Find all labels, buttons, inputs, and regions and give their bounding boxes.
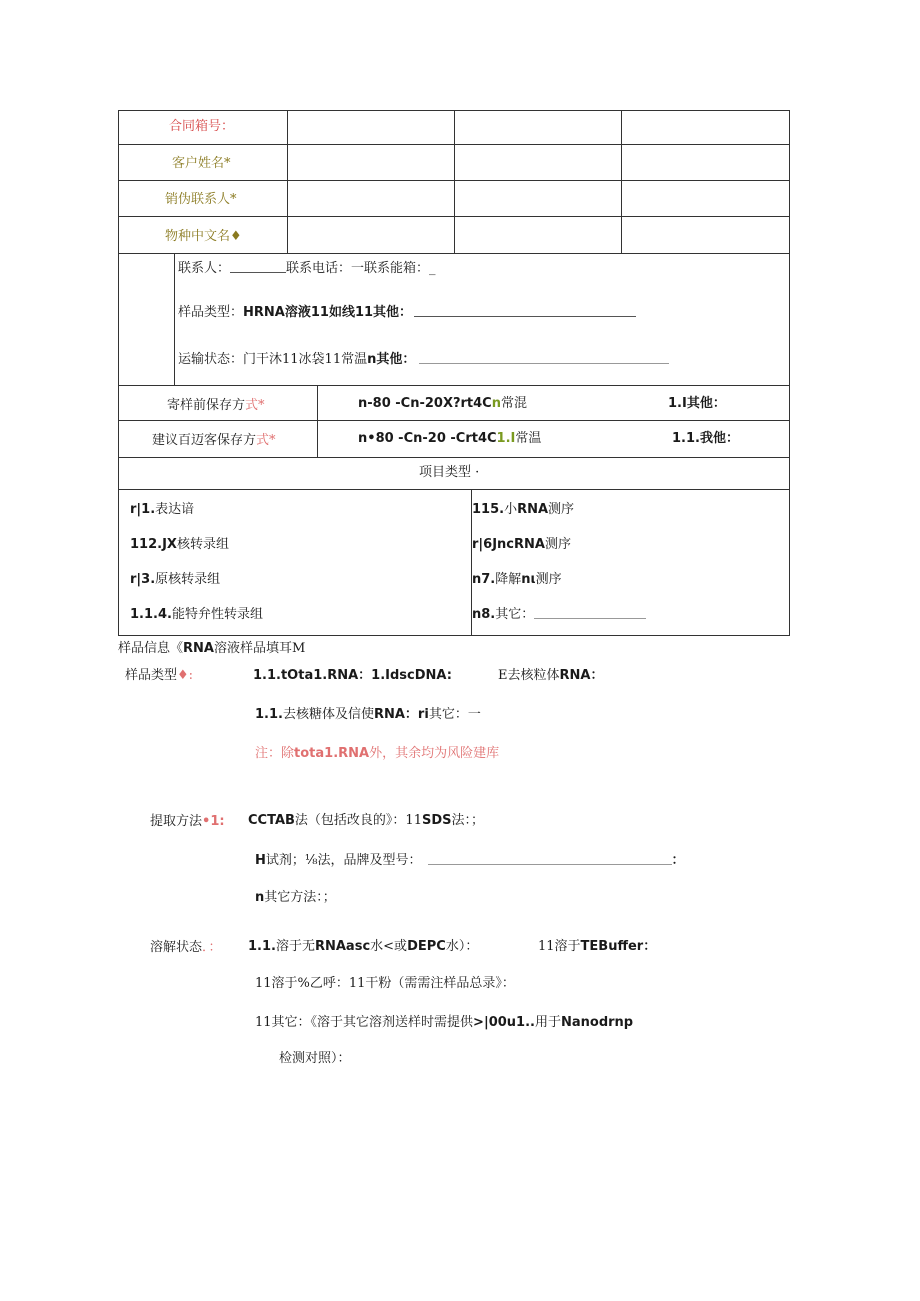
project-option[interactable]: r|1.表达谙 <box>130 502 195 517</box>
extraction-option-row1[interactable]: CCTAB法（包括改良的》：11SDS法：； <box>248 813 485 828</box>
species-name-label: 物种中文名♦ <box>165 229 242 244</box>
contact-person-label: 联系人： <box>178 261 231 276</box>
storage-suggest-options[interactable]: n•80 -Cn-20 -Crt4C1.I常温 <box>358 431 542 446</box>
project-option[interactable]: n7.降解nι测序 <box>472 572 562 587</box>
transport-other-field[interactable] <box>419 351 669 364</box>
project-option[interactable]: r|6JncRNA测序 <box>472 537 571 552</box>
storage-before-label: 寄样前保存方式* <box>167 398 265 413</box>
contract-number-label: 合同箱号： <box>169 119 235 134</box>
customer-name-label: 客户姓名* <box>172 156 231 171</box>
sales-contact-label: 销伪联系人* <box>165 192 237 207</box>
sample-kind-option-row1[interactable]: 1.1.tOta1.RNA：1.IdscDNA: <box>253 668 452 683</box>
transport-other[interactable]: n其他： <box>367 352 416 367</box>
contact-line <box>178 257 436 276</box>
project-type-header: 项目类型 · <box>419 465 480 480</box>
dissolve-label: 溶解状态．： <box>150 940 222 955</box>
sample-type-options[interactable]: HRNA溶液11如线11其他： <box>243 305 413 320</box>
dissolve-option-row3[interactable]: 11其它：《溶于其它溶剂送样时需提供>|00u1..用于Nanodrnp <box>255 1015 634 1030</box>
sample-kind-option-row2[interactable]: 1.1.去核糖体及信使RNA：ri其它：一 <box>255 707 481 722</box>
extraction-option-row2[interactable]: H试剂；⅛法，品牌及型号： ： <box>255 853 685 868</box>
project-option[interactable]: r|3.原核转录组 <box>130 572 221 587</box>
storage-suggest-label: 建议百迈客保存方式* <box>152 433 276 448</box>
dissolve-option-row2[interactable]: 11溶于%乙呼：11干粉（需需注样品总录》： <box>255 976 515 991</box>
project-option[interactable]: n8.其它： <box>472 603 646 622</box>
reagent-brand-field[interactable] <box>428 852 672 865</box>
sample-type-label: 样品类型： <box>178 305 244 320</box>
sample-info-heading: 样品信息《RNA溶液样品填耳M <box>118 641 306 656</box>
project-option[interactable]: 115.小RNA测序 <box>472 502 575 517</box>
dissolve-option-row1[interactable]: 1.1.溶于无RNAasc水<或DEPC水）： <box>248 939 479 954</box>
dissolve-option-row4: 检测对照）： <box>279 1051 351 1066</box>
sample-type-other-field[interactable] <box>414 304 636 317</box>
sample-kind-option-ribosome[interactable]: E去核粒体RNA： <box>498 668 604 683</box>
sample-kind-label: 样品类型♦: <box>125 668 194 683</box>
extraction-label: 提取方法•1: <box>150 814 225 829</box>
storage-before-other[interactable]: 1.I其他： <box>668 396 726 411</box>
storage-suggest-other[interactable]: 1.1.我他： <box>672 431 739 446</box>
project-option[interactable]: 112.JX核转录组 <box>130 537 229 552</box>
transport-line <box>178 348 669 367</box>
risk-note: 注：除tota1.RNA外，其余均为风险建库 <box>255 746 500 761</box>
contact-person-field[interactable] <box>230 260 286 273</box>
contact-phone-label: 联系电话：一联系能箱：_ <box>286 261 436 276</box>
project-option[interactable]: 1.1.4.能特弁性转录组 <box>130 607 263 622</box>
project-other-field[interactable] <box>534 606 646 619</box>
storage-before-options[interactable]: n-80 -Cn-20X?rt4Cn常混 <box>358 396 528 411</box>
transport-label[interactable]: 运输状态：门干沐11冰袋11常温 <box>178 352 368 367</box>
dissolve-option-te[interactable]: 11溶于TEBuffer： <box>538 939 657 954</box>
sample-type-line <box>178 301 636 320</box>
extraction-option-row3[interactable]: n其它方法：； <box>255 890 336 905</box>
